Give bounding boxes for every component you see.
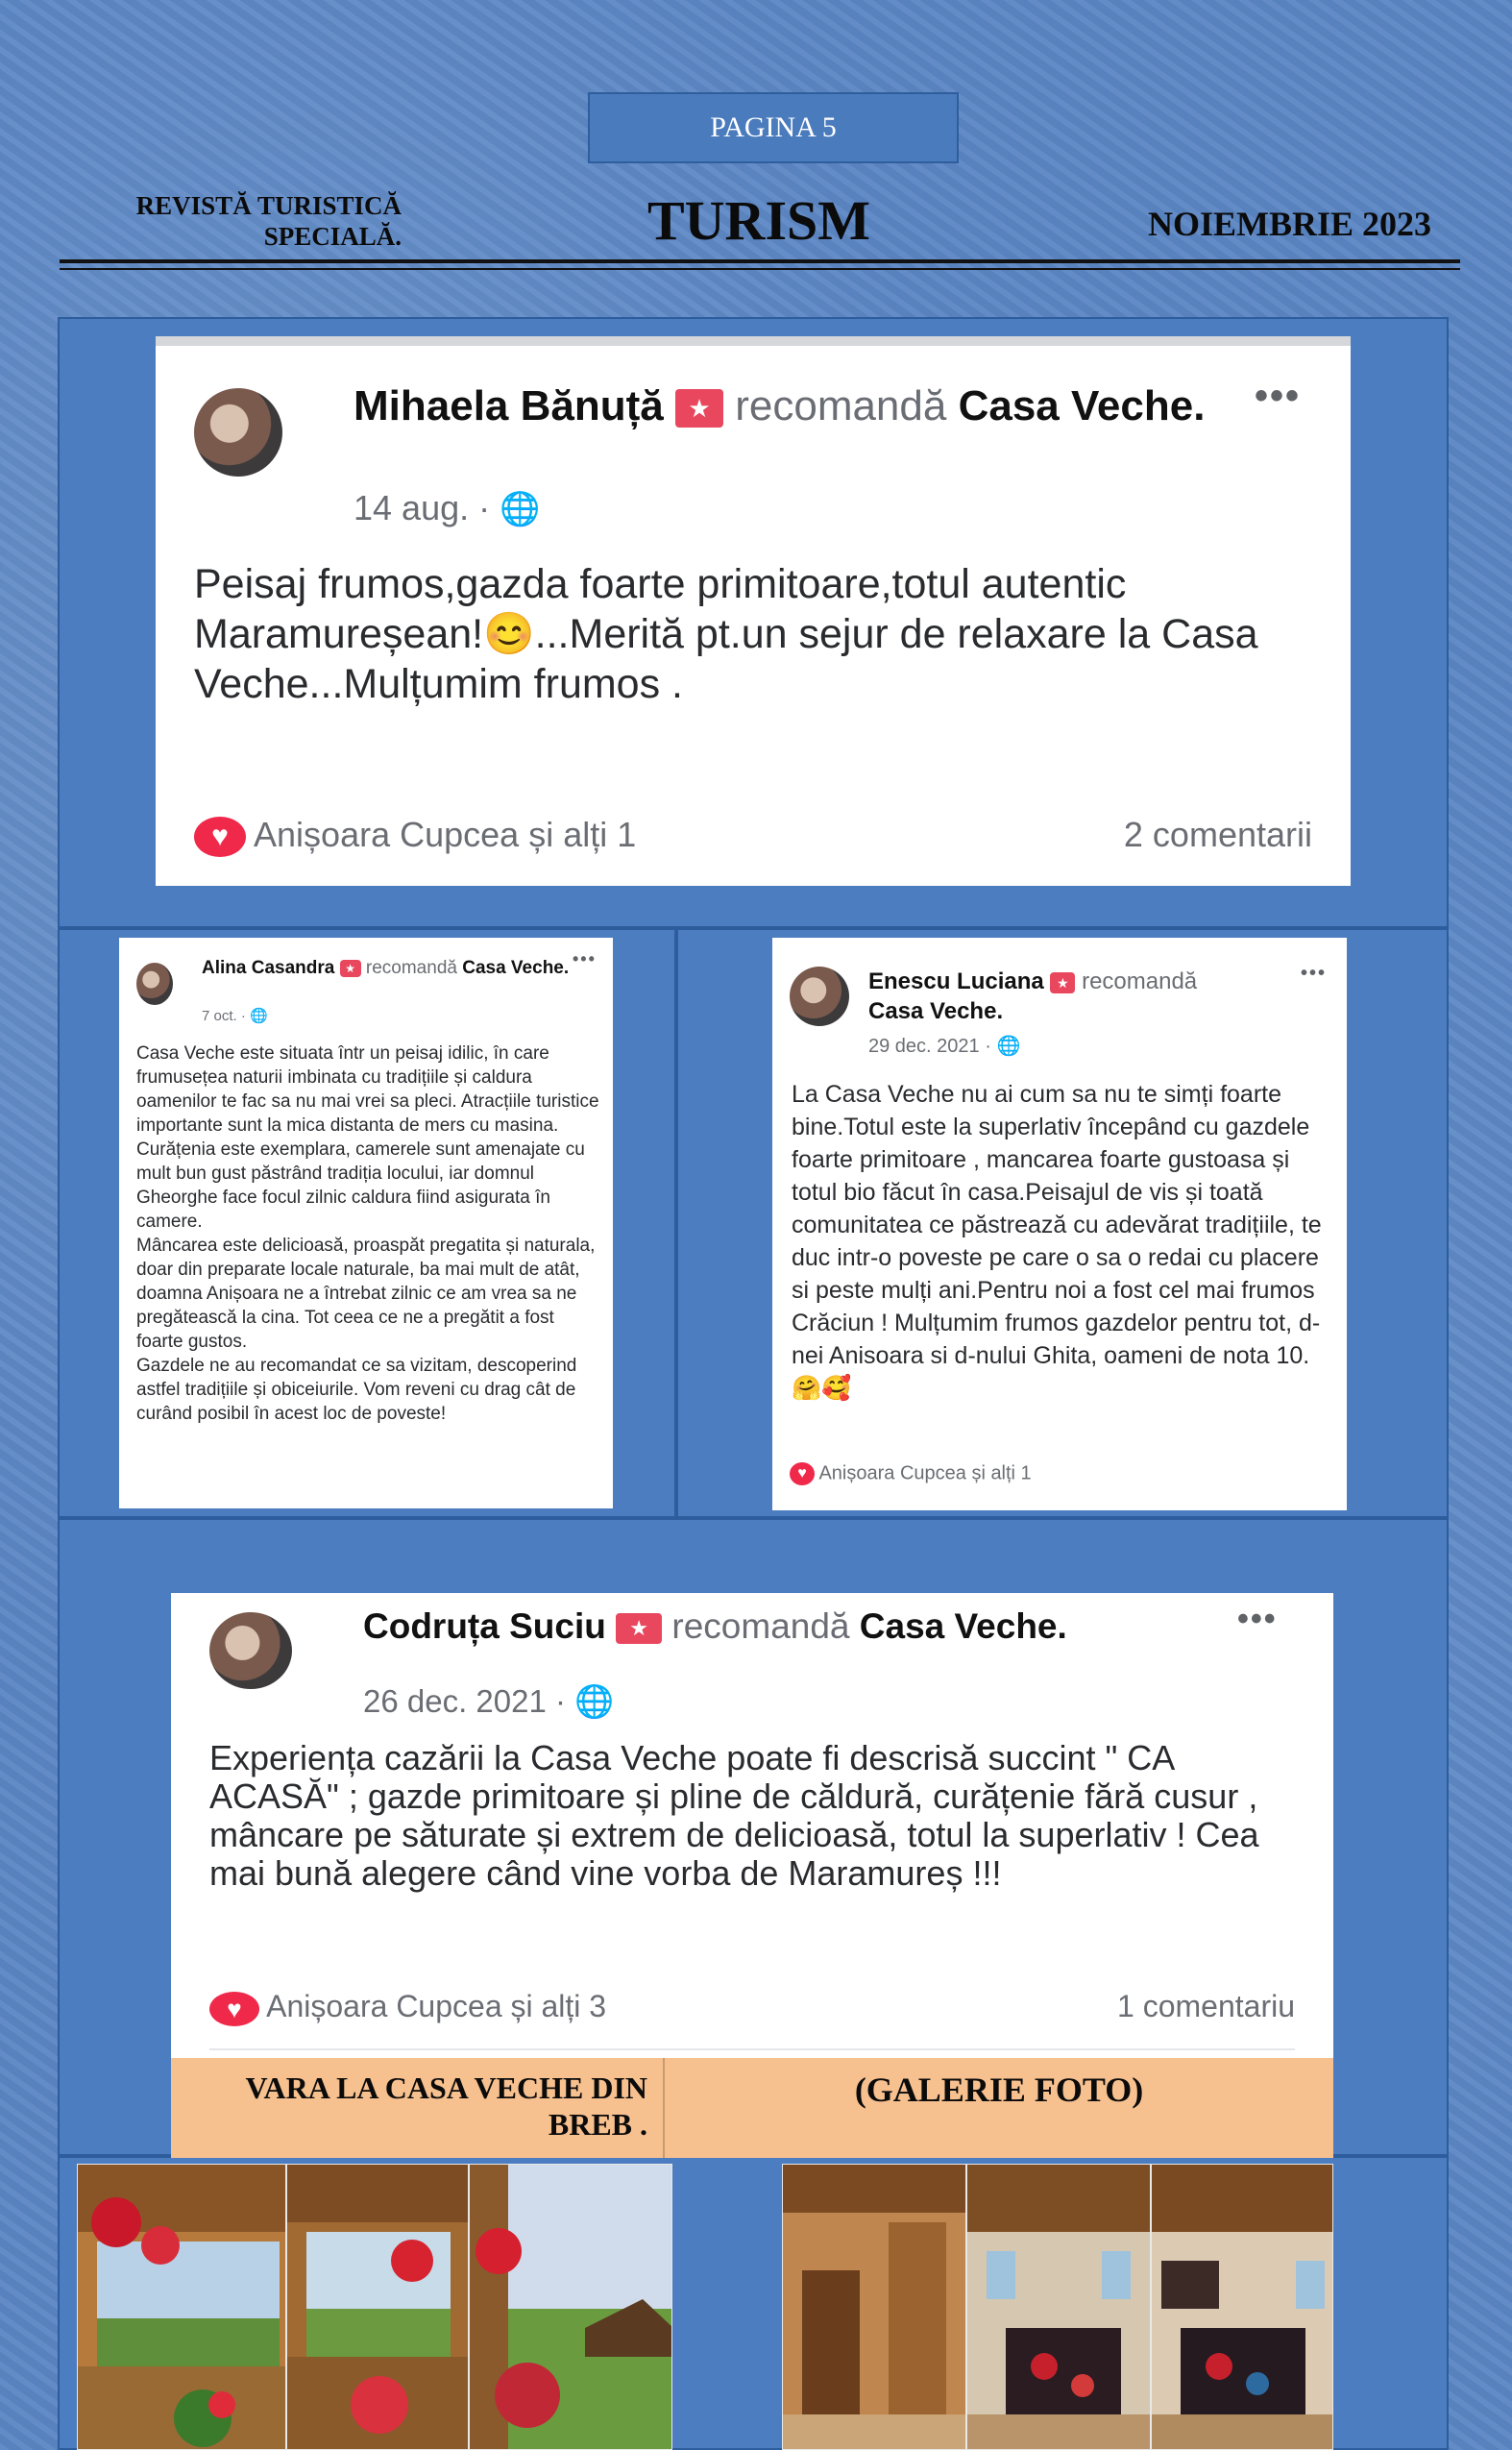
reactions-row	[209, 1989, 606, 2026]
author-name[interactable]: Codruța Suciu	[363, 1606, 606, 1646]
review-paragraph: Gazdele ne au recomandat ce sa vizitam, descoperind astfel tradițiile și obiceiurile. Vom reveni cu drag cât de curând posibil în acest loc de poveste!	[136, 1356, 577, 1424]
avatar	[209, 1612, 292, 1689]
comments-count[interactable]: 2 comentarii	[1123, 815, 1312, 854]
more-options-icon[interactable]: •••	[1237, 1601, 1278, 1637]
post-date	[363, 1683, 614, 1721]
reactions-row	[790, 1462, 1032, 1485]
review-card-mihaela	[156, 336, 1351, 886]
divider	[209, 2048, 1295, 2050]
review-text	[136, 1041, 601, 1426]
reactions-text[interactable]: Anișoara Cupcea și alți 3	[266, 1989, 607, 2023]
header-rule-thick	[60, 259, 1460, 263]
magazine-subtitle-line1: REVISTĂ TURISTICĂ	[135, 191, 402, 220]
gallery-caption	[663, 2058, 1333, 2158]
place-name[interactable]: Casa Veche	[868, 998, 997, 1024]
issue-date: NOIEMBRIE 2023	[1147, 205, 1431, 243]
author-name[interactable]: Enescu Luciana	[868, 968, 1044, 994]
more-options-icon[interactable]: •••	[573, 949, 597, 968]
heart-reaction-icon[interactable]: ♥	[209, 1992, 259, 2026]
review-text: Experiența cazării la Casa Veche poate fi descrisă succint " CA ACASĂ" ; gazde primitoare și pline de căldură, curățenie fără cusur , mâncare pe săturate și extrem de delicioasă, totul la superlativ ! Cea mai bună alegere când vine vorba de Maramureș !!!	[209, 1738, 1259, 1893]
review-paragraph: Mâncarea este delicioasă, proaspăt pregatita și naturala, doar din preparate locale naturale, ba mai mult de atât, doamna Anișoara ne a întrebat zilnic ce am vrea sa ne pregătească la cina. Tot ceea ce ne a pregătit a fost foarte gustos.	[136, 1236, 596, 1352]
post-date	[868, 1034, 1020, 1058]
post-date-text: 14 aug. ·	[354, 488, 491, 527]
reactions-text[interactable]: Anișoara Cupcea și alți 1	[818, 1462, 1032, 1484]
star-badge-icon	[675, 389, 723, 428]
review-header: Mihaela Bănuță ★ recomandă Casa Veche.	[354, 382, 1218, 430]
summer-caption	[171, 2058, 663, 2158]
post-date-text: 7 oct. ·	[202, 1008, 246, 1024]
avatar	[194, 388, 282, 477]
review-text: La Casa Veche nu ai cum sa nu te simți foarte bine.Totul este la superlativ începând cu gazdele foarte primitoare , mancarea foarte gustoasa și totul bio făcut în casa.Peisajul de vis și toată comunitatea ce păstrează cu adevărat tradițiile, te duc intr-o poveste pe care o sa o redai cu placere si peste mulți ani.Pentru noi a fost cel mai frumos Crăciun ! Mulțumim frumos gazdelor pentru tot, d-nei Anisoara si d-nului Ghita, oameni de nota 10. 🤗🥰	[792, 1081, 1322, 1402]
recommends-label: recomandă	[365, 958, 457, 978]
star-badge-icon	[616, 1613, 662, 1644]
review-header: Enescu Luciana ★ recomandă Casa Veche.	[868, 967, 1291, 1026]
review-paragraph: Curățenia este exemplara, camerele sunt amenajate cu mult bun gust păstrând tradiția locului, iar domnul Gheorghe face focul zilnic caldura fiind asigurata în camere.	[136, 1139, 585, 1232]
header-rule-thin	[60, 268, 1460, 270]
page-number-box	[588, 92, 959, 163]
page-number-label: PAGINA 5	[710, 111, 837, 143]
magazine-title: TURISM	[646, 189, 871, 252]
gallery-caption-text: (GALERIE FOTO)	[854, 2070, 1144, 2109]
more-options-icon[interactable]: •••	[1301, 963, 1328, 984]
review-header: Codruța Suciu ★ recomandă Casa Veche.	[363, 1608, 1247, 1645]
magazine-subtitle	[96, 190, 402, 252]
heart-reaction-icon[interactable]: ♥	[790, 1462, 815, 1485]
post-date	[202, 1007, 268, 1024]
avatar	[790, 967, 849, 1026]
gallery-photo-interior-2[interactable]	[966, 2164, 1151, 2450]
review-card-luciana	[772, 938, 1347, 1510]
globe-icon: 🌐	[500, 491, 541, 527]
place-name[interactable]: Casa Veche	[462, 958, 564, 978]
globe-icon: 🌐	[250, 1008, 268, 1024]
gallery-photo-interior-3[interactable]	[1151, 2164, 1333, 2450]
recommends-label: recomandă	[1082, 968, 1198, 994]
place-name[interactable]: Casa Veche	[958, 382, 1194, 429]
gallery-photo-porch-2[interactable]	[286, 2164, 469, 2450]
review-text: Peisaj frumos,gazda foarte primitoare,totul autentic Maramureșean!😊...Merită pt.un sejur de relaxare la Casa Veche...Mulțumim frumos .	[194, 561, 1258, 707]
star-badge-icon	[340, 960, 361, 977]
review-header: Alina Casandra ★ recomandă Casa Veche.	[202, 957, 576, 979]
reactions-row	[194, 815, 636, 857]
comments-count[interactable]: 1 comentariu	[1117, 1989, 1295, 2023]
globe-icon: 🌐	[996, 1036, 1021, 1057]
review-card-codruta	[171, 1593, 1333, 2058]
recommends-label: recomandă	[671, 1606, 850, 1646]
post-date-text: 29 dec. 2021 ·	[868, 1036, 991, 1057]
reactions-text[interactable]: Anișoara Cupcea și alți 1	[254, 815, 637, 854]
summer-caption-text: VARA LA CASA VECHE DIN BREB .	[245, 2070, 647, 2142]
star-badge-icon	[1050, 972, 1075, 993]
post-date	[354, 488, 540, 528]
gallery-photo-interior-1[interactable]	[782, 2164, 966, 2450]
gallery-photo-porch-1[interactable]	[77, 2164, 286, 2450]
magazine-subtitle-line2: SPECIALĂ.	[263, 222, 402, 251]
globe-icon: 🌐	[574, 1683, 615, 1719]
post-date-text: 26 dec. 2021 ·	[363, 1683, 566, 1719]
more-options-icon[interactable]: •••	[1255, 375, 1302, 417]
gallery-photo-porch-3[interactable]	[469, 2164, 672, 2450]
place-name[interactable]: Casa Veche	[859, 1606, 1058, 1646]
author-name[interactable]: Mihaela Bănuță	[354, 382, 664, 429]
avatar	[136, 963, 173, 1005]
author-name[interactable]: Alina Casandra	[202, 958, 335, 978]
review-paragraph: Casa Veche este situata într un peisaj idilic, în care frumusețea naturii imbinata cu tradițiile și caldura oamenilor te fac sa nu mai vrei sa pleci. Atracțiile turistice importante sunt la mica distanta de mers cu masina.	[136, 1043, 599, 1136]
heart-reaction-icon[interactable]: ♥	[194, 817, 246, 857]
recommends-label: recomandă	[735, 382, 947, 429]
review-card-alina	[119, 938, 613, 1508]
